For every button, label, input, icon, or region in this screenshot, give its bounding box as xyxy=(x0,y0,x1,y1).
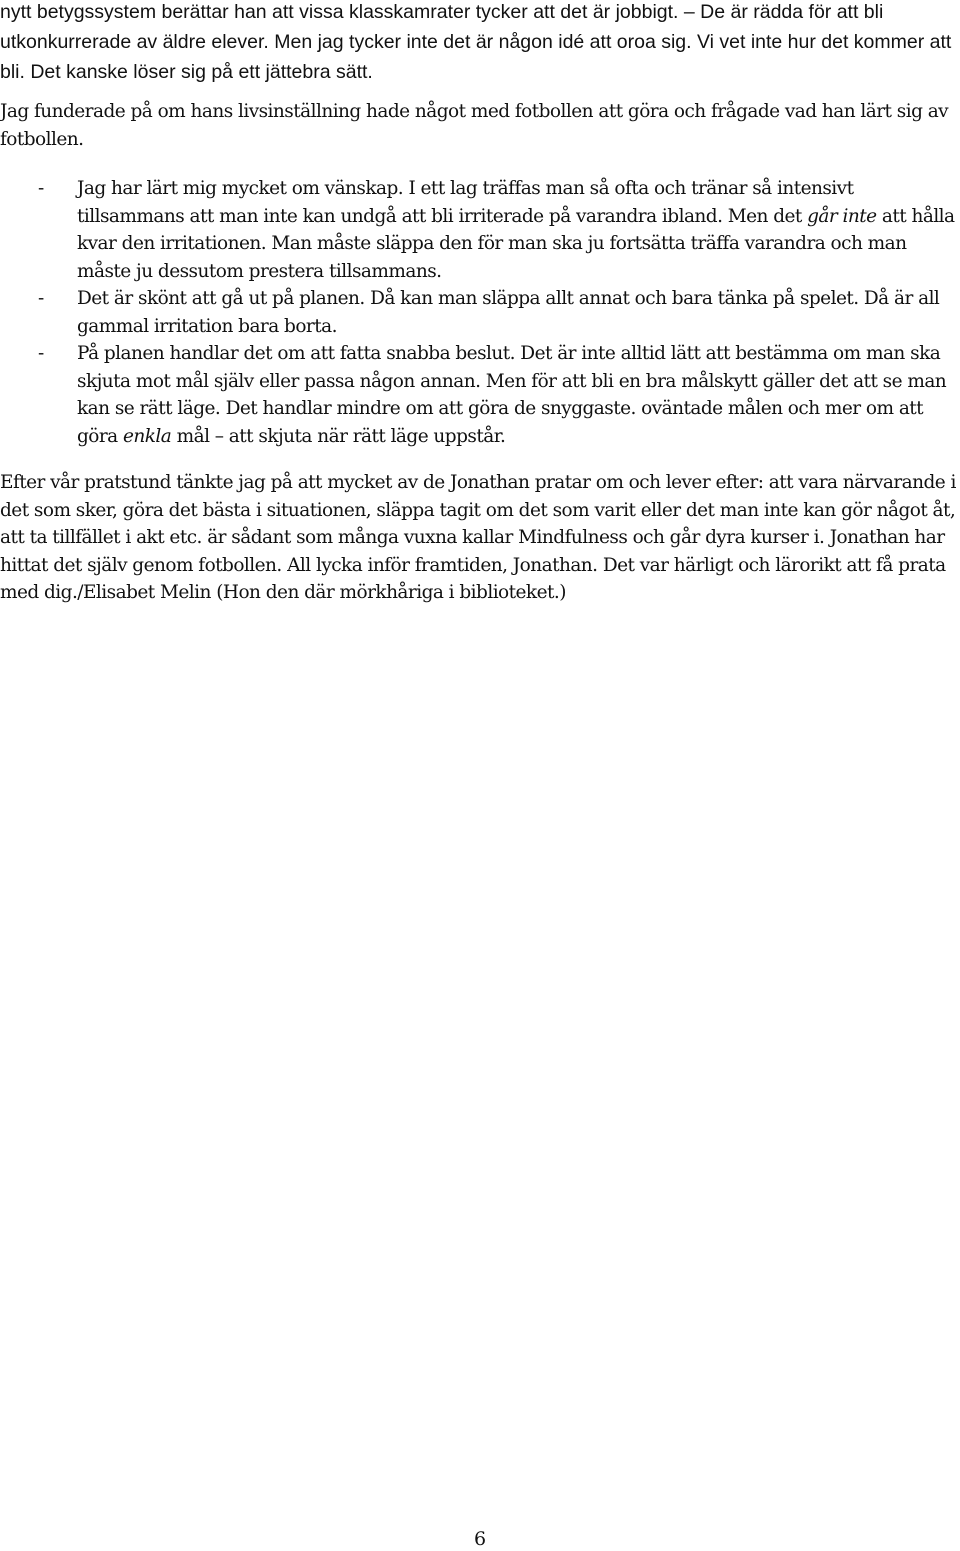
question-paragraph: Jag funderade på om hans livsinställning hade något med fotbollen att göra och frågade vad han lärt sig av fotbollen. xyxy=(0,101,949,150)
list-item xyxy=(0,285,958,340)
answer-emphasis: går inte xyxy=(807,205,877,227)
list-dash: - xyxy=(38,178,44,199)
closing-paragraph: Efter vår pratstund tänkte jag på att mycket av de Jonathan pratar om och lever efter: att vara närvarande i det som sker, göra det bästa i situationen, släppa tagit om det som varit eller det man inte kan gör något åt, att ta tillfället i akt etc. är sådant som många vuxna kallar Mindfulness och går dyra kurser i. Jonathan har hittat det själv genom fotbollen. All lycka inför framtiden, Jonathan. Det var härligt och lärorikt att få prata med dig./Elisabet Melin (Hon den där mörkhåriga i biblioteket.) xyxy=(0,472,956,603)
answer-text: Jag har lärt mig mycket om vänskap. I ett lag träffas man så ofta och tränar så intensivt tillsammans att man inte kan undgå att bli irriterade på varandra ibland. Men det xyxy=(77,178,854,227)
list-item xyxy=(0,175,958,285)
list-dash: - xyxy=(38,288,44,309)
answer-text: att hålla kvar den irritationen. Man måste släppa den för man ska ju fortsätta träffa varandra och man måste ju dessutom prestera tillsammans. xyxy=(77,205,955,282)
list-dash: - xyxy=(38,343,44,364)
intro-paragraph: nytt betygssystem berättar han att vissa klasskamrater tycker att det är jobbigt. – De är rädda för att bli utkonkurrerade av äldre elever. Men jag tycker inte det är någon idé att oroa sig. Vi vet inte hur det kommer att bli. Det kanske löser sig på ett jättebra sätt. xyxy=(0,1,952,83)
answer-list xyxy=(0,175,958,450)
page-number: 6 xyxy=(473,1528,487,1550)
answer-text: På planen handlar det om att fatta snabba beslut. Det är inte alltid lätt att bestämma om man ska skjuta mot mål själv eller passa någon annan. Men för att bli en bra målskytt gäller det att se man kan se rätt läge. Det handlar mindre om att göra de snyggaste. oväntade målen och mer om att göra xyxy=(77,343,947,447)
answer-text: mål – att skjuta när rätt läge uppstår. xyxy=(171,425,506,447)
answer-emphasis: enkla xyxy=(122,425,172,447)
answer-text: Det är skönt att gå ut på planen. Då kan man släppa allt annat och bara tänka på spelet. Då är all gammal irritation bara borta. xyxy=(77,288,940,337)
list-item xyxy=(0,340,958,450)
